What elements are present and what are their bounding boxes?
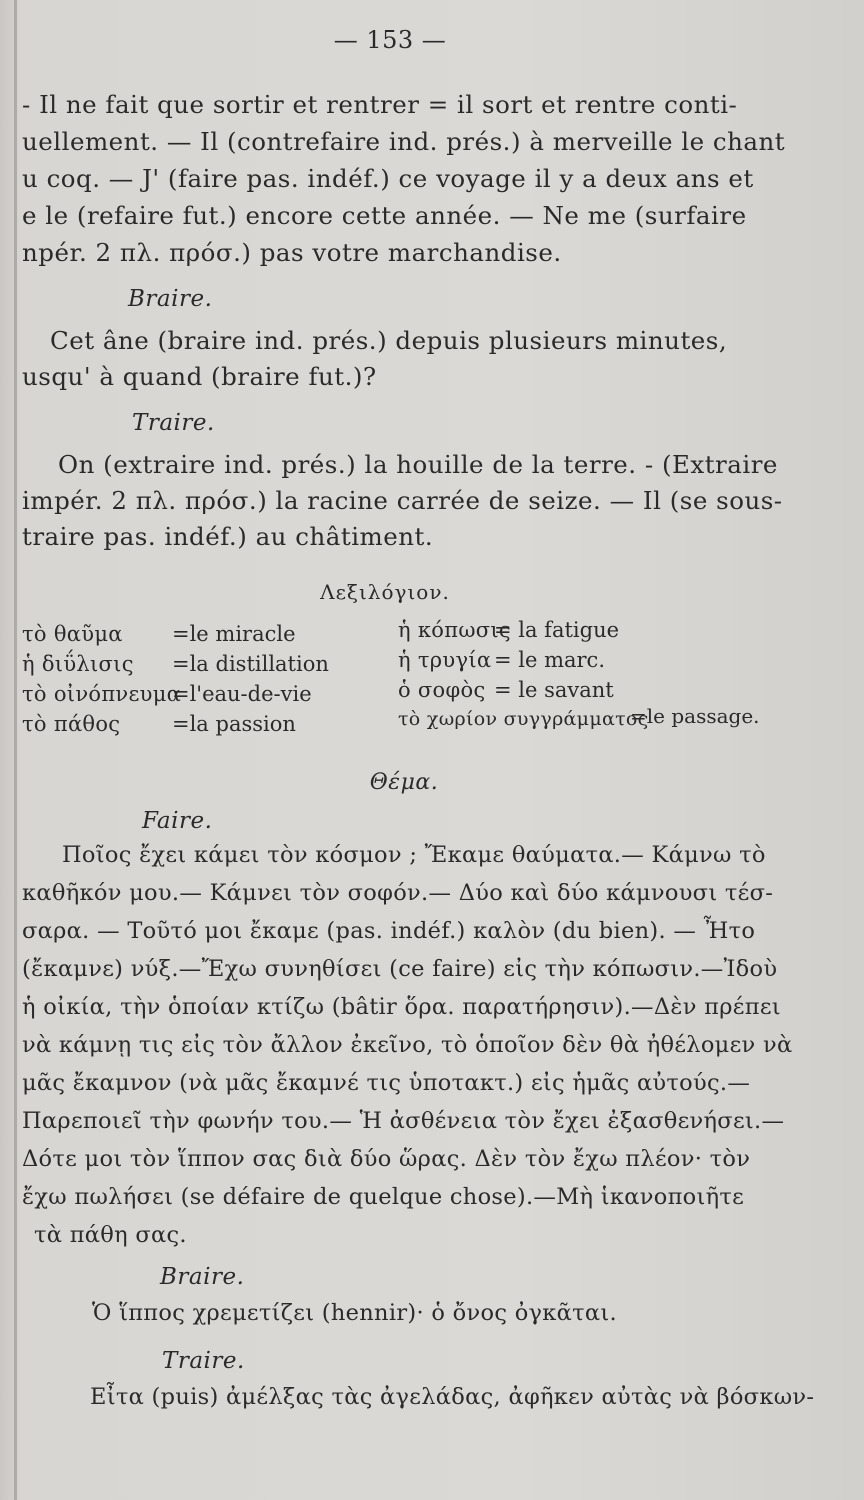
text-line: usqu' à quand (braire fut.)? — [22, 362, 377, 391]
exercise-line: Παρεποιεῖ τὴν φωνήν του.— Ἡ ἀσθένεια τὸν ἔχει ἐξασθενήσει.— — [22, 1108, 785, 1134]
text-line: impér. 2 πλ. πρόσ.) la racine carrée de seize. — Il (se sous- — [22, 486, 783, 515]
section-heading-traire-2: Traire. — [162, 1348, 245, 1374]
exercise-line: σαρα. — Τοῦτό μοι ἔκαμε (pas. indéf.) καλὸν (du bien). — Ἦτο — [22, 918, 756, 944]
vocabulary-heading: Λεξιλόγιον. — [320, 580, 450, 604]
exercise-line: Ὁ ἵππος χρεμετίζει (hennir)· ὁ ὄνος ὀγκᾶται. — [92, 1300, 617, 1326]
vocab-greek: τὸ οἰνόπνευμα — [22, 682, 182, 706]
vocab-french: = la fatigue — [494, 618, 620, 642]
vocab-french: =le passage. — [630, 704, 760, 728]
exercise-line: (ἔκαμνε) νύξ.—Ἔχω συνηθίσει (ce faire) εἰς τὴν κόπωσιν.—Ἰδοὺ — [22, 956, 778, 982]
vocab-french: =la passion — [172, 712, 296, 736]
vocab-greek: ὁ σοφὸς — [398, 678, 486, 702]
vocab-french: = le savant — [494, 678, 614, 702]
text-line: u coq. — J' (faire pas. indéf.) ce voyage il y a deux ans et — [22, 164, 754, 193]
vocab-greek: τὸ θαῦμα — [22, 622, 123, 646]
exercise-line: Ποῖος ἔχει κάμει τὸν κόσμον ; Ἔκαμε θαύματα.— Κάμνω τὸ — [62, 842, 766, 868]
vocab-greek: ἡ διΰλισις — [22, 652, 134, 676]
section-heading-traire: Traire. — [132, 410, 215, 436]
text-line: Cet âne (braire ind. prés.) depuis plusieurs minutes, — [50, 326, 728, 355]
vocab-greek: τὸ χωρίον συγγράμματος — [398, 708, 649, 730]
vocab-french: =l'eau-de-vie — [172, 682, 312, 706]
text-line: uellement. — Il (contrefaire ind. prés.) à merveille le chant — [22, 127, 786, 156]
page-number: — 153 — — [333, 26, 447, 54]
vocab-french: = le marc. — [494, 648, 605, 672]
exercise-line: καθῆκόν μου.— Κάμνει τὸν σοφόν.— Δύο καὶ δύο κάμνουσι τέσ- — [22, 880, 774, 906]
section-heading-braire: Braire. — [128, 286, 213, 312]
section-heading-braire-2: Braire. — [160, 1264, 245, 1290]
exercise-line: ἔχω πωλήσει (se défaire de quelque chose).—Μὴ ἱκανοποιῆτε — [22, 1184, 745, 1210]
text-line: e le (refaire fut.) encore cette année. — Ne me (surfaire — [22, 201, 747, 230]
vocab-french: =la distillation — [172, 652, 329, 676]
section-heading-faire: Faire. — [142, 808, 213, 834]
text-line: npér. 2 πλ. πρόσ.) pas votre marchandise. — [22, 238, 562, 267]
exercise-line: Δότε μοι τὸν ἵππον σας διὰ δύο ὥρας. Δὲν τὸν ἔχω πλέον· τὸν — [22, 1146, 751, 1172]
vocab-greek: ἡ τρυγία — [398, 648, 492, 672]
vocab-french: =le miracle — [172, 622, 296, 646]
text-line: - Il ne fait que sortir et rentrer = il sort et rentre conti- — [22, 90, 738, 119]
text-line: On (extraire ind. prés.) la houille de la terre. - (Extraire — [58, 450, 778, 479]
exercise-line: μᾶς ἔκαμνον (νὰ μᾶς ἔκαμνέ τις ὑποτακτ.) εἰς ἡμᾶς αὐτούς.— — [22, 1070, 751, 1096]
exercise-heading: Θέμα. — [369, 770, 439, 795]
text-line: traire pas. indéf.) au châtiment. — [22, 522, 434, 551]
exercise-line: ἡ οἰκία, τὴν ὁποίαν κτίζω (bâtir ὅρα. παρατήρησιν).—Δὲν πρέπει — [22, 994, 781, 1020]
vocab-greek: ἡ κόπωσις — [398, 618, 511, 642]
page-edge — [14, 0, 17, 1500]
exercise-line: Εἶτα (puis) ἀμέλξας τὰς ἀγελάδας, ἀφῆκεν αὐτὰς νὰ βόσκων- — [90, 1384, 815, 1410]
vocab-greek: τὸ πάθος — [22, 712, 121, 736]
exercise-line: νὰ κάμνῃ τις εἰς τὸν ἄλλον ἐκεῖνο, τὸ ὁποῖον δὲν θὰ ἠθέλομεν νὰ — [22, 1032, 793, 1058]
exercise-line: τὰ πάθη σας. — [34, 1222, 187, 1248]
